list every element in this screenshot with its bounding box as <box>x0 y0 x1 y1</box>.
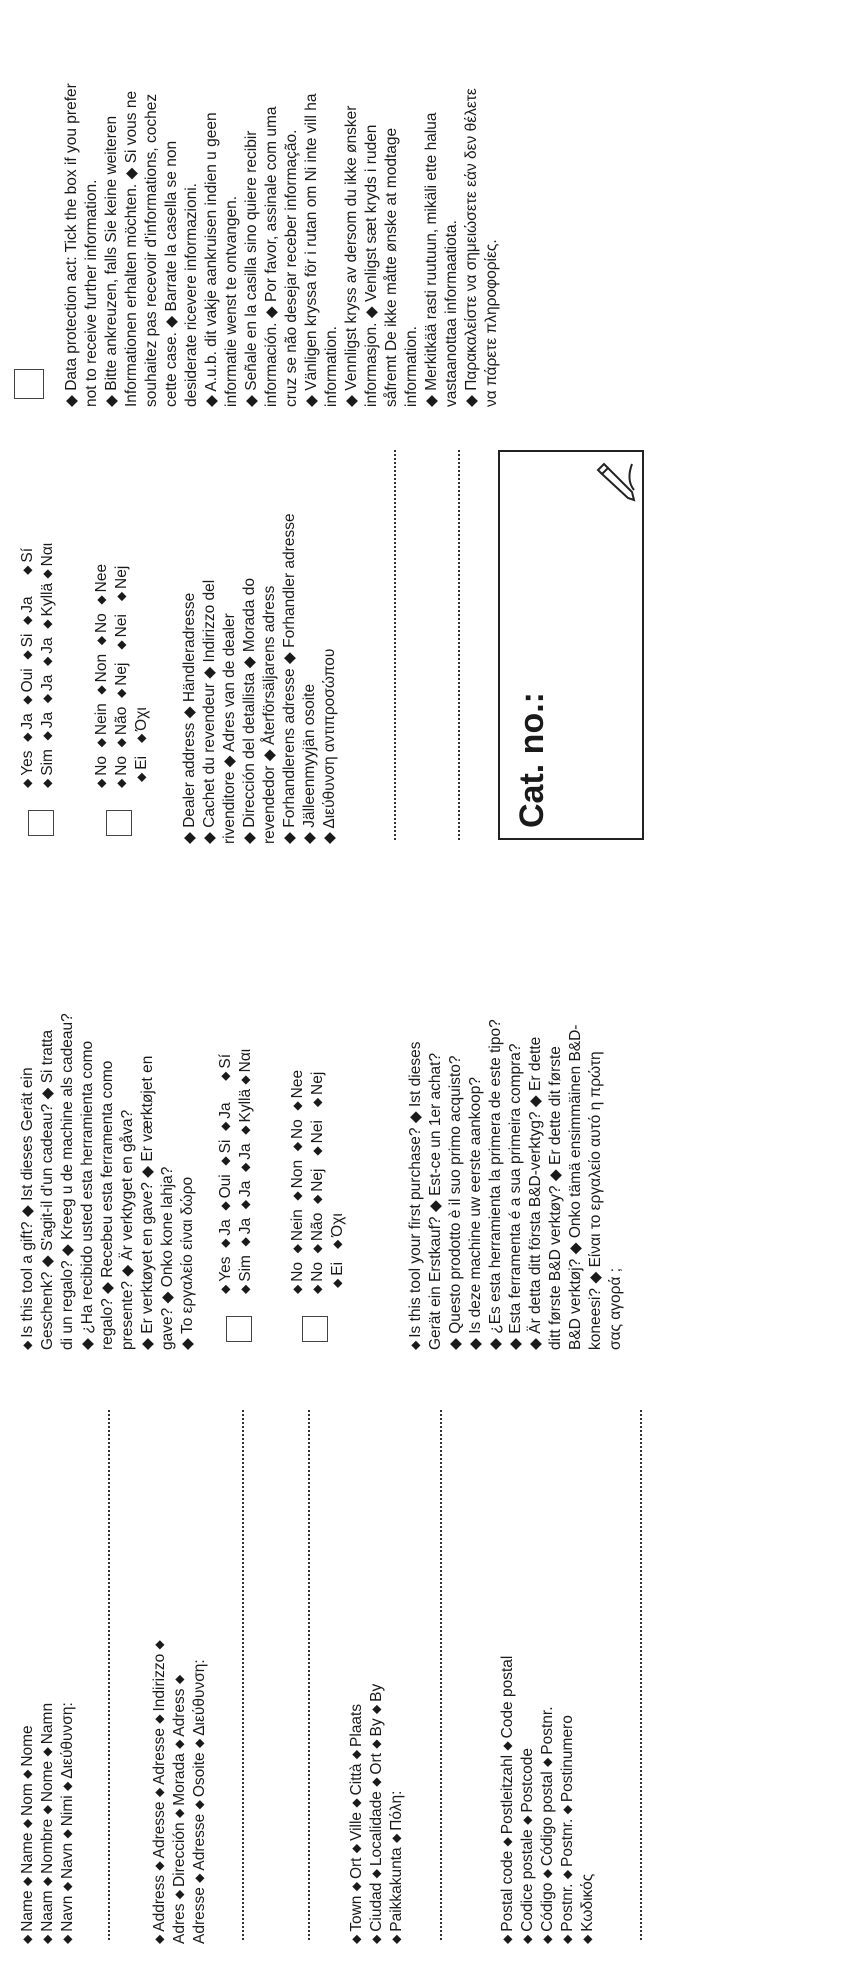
data-protection-line: ◆ Señale en la casilla sino quiere recibir <box>243 130 260 407</box>
first-purchase-line: ◆ Is deze machine uw eerste aankoop? <box>467 1077 484 1350</box>
address-line-3: Adresse ◆Adresse ◆Osoite ◆Διεύθυνση: <box>191 1659 208 1944</box>
purchase-yes-labels: ◆Yes ◆Ja ◆Oui ◆Si ◆Ja ◆Sí ◆Sim ◆Ja ◆Ja ◆Ja ◆Kyllä ◆Ναι <box>19 542 56 788</box>
cat-no-box[interactable] <box>498 450 644 840</box>
data-protection-line: να πάρετε πληροφορίες. <box>483 239 500 407</box>
first-purchase-line: ◆ Questo prodotto è il suo primo acquisto? <box>447 1055 464 1350</box>
gift-line: ◆ Το εργαλείο είναι δώρο <box>179 1176 196 1350</box>
town-line-2: ◆Ciudad ◆Localidade ◆Ort ◆By ◆By <box>368 1683 385 1944</box>
first-purchase-line: Gerät ein Erstkauf? ◆ Est-ce un 1er achat? <box>427 1052 444 1350</box>
postal-line-4: ◆Postnr. ◆Postnr. ◆Postinumero <box>559 1715 576 1944</box>
first-purchase-question <box>406 900 626 1350</box>
data-protection-line: cette case. ◆ Barrate la casella se non <box>163 140 180 407</box>
cat-no-label: Cat. no.: <box>513 692 551 828</box>
data-protection-line: ◆ Bitte ankreuzen, falls Sie keine weiteren <box>103 115 120 407</box>
data-protection-checkbox[interactable] <box>14 369 44 399</box>
gift-yes-group <box>214 900 262 1350</box>
gift-line: presente? ◆ Är verktyget en gåva? <box>119 1109 136 1350</box>
data-protection-line: not to receive further information. <box>83 179 100 407</box>
data-protection-line: såfremt De ikke måtte ønske at modtage <box>383 127 400 407</box>
dealer-line: ◆ Dirección del detallista ◆ Morada do <box>241 578 258 844</box>
dealer-line: rivenditore ◆ Adres van de dealer <box>221 613 238 844</box>
name-field[interactable] <box>18 1384 78 1944</box>
data-protection-text <box>62 7 502 407</box>
data-protection-line: ◆ Vennligst kryss av dersom du ikke ønsker <box>343 105 360 407</box>
data-protection-line: informasjon. ◆ Venligst sæt kryds i ruden <box>363 124 380 407</box>
dealer-dotted-line-2 <box>458 450 460 840</box>
postal-line-5: ◆Κωδικός <box>579 1873 596 1944</box>
purchase-yes-checkbox[interactable] <box>28 810 54 836</box>
data-protection-line: ◆ Data protection act: Tick the box if you prefer <box>63 83 80 407</box>
first-purchase-line: ◆ Är detta ditt första B&D-verktyg? ◆ Er dette <box>527 1036 544 1350</box>
first-purchase-line: ◆ Esta ferramenta é a sua primeira compra? <box>507 1043 524 1350</box>
purchase-no-labels: ◆No ◆Nein ◆Non ◆No ◆Nee ◆No ◆Não ◆Nej ◆Nei ◆Nej ◆Ei ◆Όχι <box>93 563 150 788</box>
gift-no-checkbox[interactable] <box>302 1316 328 1342</box>
postal-line-2: ◆Codice postale ◆Postcode <box>519 1748 536 1944</box>
name-line-3: ◆Navn ◆Navn ◆Nimi ◆Διεύθυνση: <box>59 1702 76 1944</box>
town-dotted-line <box>440 1410 442 1940</box>
town-line-1: ◆Town ◆Ort ◆Ville ◆Città ◆Plaats <box>348 1703 365 1944</box>
gift-no-labels: ◆No ◆Nein ◆Non ◆No ◆Nee ◆No ◆Não ◆Nej ◆Nei ◆Nej ◆Ei ◆Όχι <box>289 1069 346 1294</box>
data-protection-line: cruz se não desejar receber informação. <box>283 129 300 407</box>
gift-line: Geschenk? ◆ S'agit-il d'un cadeau? ◆ Si tratta <box>39 1029 56 1350</box>
dealer-line: ◆ Jälleenmyyjän osoite <box>301 683 318 844</box>
postal-dotted-line <box>640 1410 642 1940</box>
data-protection-line: información. ◆ Por favor, assinale com uma <box>263 106 280 407</box>
gift-line: ◆Is this tool a gift? ◆ Ist dieses Gerät ein <box>19 1067 36 1350</box>
dealer-line: ◆ Dealer address ◆ Händleradresse <box>181 592 198 844</box>
town-line-3: ◆Paikkakunta ◆Πόλη: <box>388 1790 405 1944</box>
dealer-line: ◆ Forhandlerens adresse ◆ Forhandler adresse <box>281 513 298 844</box>
gift-line: ◆ Er verktøyet en gave? ◆ Er værktøjet en <box>139 1055 156 1350</box>
town-field[interactable] <box>347 1384 407 1944</box>
first-purchase-line: σας αγορά ; <box>607 1267 624 1350</box>
address-field[interactable] <box>150 1384 210 1944</box>
address-dotted-line-2 <box>308 1410 310 1940</box>
data-protection-line: souhaitez pas recevoir d'informations, cochez <box>143 93 160 407</box>
name-dotted-line <box>108 1410 110 1940</box>
data-protection-line: ◆ A.u.b. dit vakje aankruisen indien u geen <box>203 112 220 407</box>
name-line-1: ◆Name ◆Name ◆Nom ◆Nome <box>19 1725 36 1944</box>
gift-line: regalo? ◆ Recebeu esta ferramenta como <box>99 1060 116 1350</box>
purchase-yes-group <box>16 444 64 844</box>
gift-line: ◆ ¿Ha recibido usted esta herramienta como <box>79 1040 96 1350</box>
pen-icon <box>596 460 636 504</box>
gift-yes-labels: ◆Yes ◆Ja ◆Oui ◆Si ◆Ja ◆Sí ◆Sim ◆Ja ◆Ja ◆Ja ◆Kyllä ◆Ναι <box>217 1048 254 1294</box>
dealer-line: ◆ Διεύθυνση αντιπροσώπου <box>321 648 338 844</box>
first-purchase-line: ditt første B&D verktøy? ◆ Er dette dit første <box>547 1046 564 1350</box>
gift-line: di un regalo? ◆ Kreeg u de machine als cadeau? <box>59 1013 76 1350</box>
data-protection-line: ◆ Παρακαλείστε να σημειώσετε εάν δεν θέλετε <box>463 88 480 407</box>
data-protection-line: ◆ Merkitkää rasti ruutuun, mikäli ette halua <box>423 112 440 407</box>
data-protection-line: vastaanottaa informaatiota. <box>443 220 460 407</box>
postal-line-1: ◆Postal code ◆Postleitzahl ◆Code postal <box>499 1655 516 1944</box>
data-protection-line: information. <box>403 326 420 407</box>
address-line-1: ◆Address ◆Adresse ◆Adresse ◆Indirizzo ◆ <box>151 1640 168 1944</box>
dealer-dotted-line-1 <box>394 450 396 840</box>
first-purchase-line: ◆ ¿Es esta herramienta la primera de este tipo? <box>487 1019 504 1350</box>
data-protection-line: desiderate ricevere informazioni. <box>183 183 200 407</box>
first-purchase-line: koneesi? ◆ Είναι το εργαλείο αυτό η πρώτη <box>587 1051 604 1350</box>
first-purchase-line: ◆Is this tool your first purchase? ◆ Ist dieses <box>407 1041 424 1350</box>
gift-no-group <box>288 900 354 1350</box>
data-protection-line: Informationen erhalten möchten. ◆ Si vous ne <box>123 90 140 407</box>
name-line-2: ◆Naam ◆Nombre ◆Nome ◆Namn <box>39 1702 56 1944</box>
postal-field[interactable] <box>498 1384 598 1944</box>
address-dotted-line-1 <box>242 1410 244 1940</box>
gift-yes-checkbox[interactable] <box>226 1316 252 1342</box>
purchase-no-checkbox[interactable] <box>106 810 132 836</box>
address-line-2: Adres ◆Dirección ◆Morada ◆Adress ◆ <box>171 1674 188 1944</box>
data-protection-line: ◆ Vänligen kryssa för i rutan om Ni inte vill ha <box>303 93 320 407</box>
gift-line: gave? ◆ Onko kone lahja? <box>159 1166 176 1350</box>
purchase-no-group <box>92 444 158 844</box>
data-protection-line: information. <box>323 326 340 407</box>
dealer-line: ◆ Cachet du revendeur ◆ Indirizzo del <box>201 579 218 844</box>
dealer-address-label <box>180 444 340 844</box>
data-protection-line: informatie wenst te ontvangen. <box>223 195 240 407</box>
dealer-line: revendedor ◆ Återförsäljarens adress <box>261 585 278 844</box>
gift-question <box>18 900 198 1350</box>
postal-line-3: ◆Código ◆Código postal ◆Postnr. <box>539 1706 556 1944</box>
first-purchase-line: B&D verktøj? ◆ Onko tämä ensimmäinen B&D- <box>567 1024 584 1350</box>
